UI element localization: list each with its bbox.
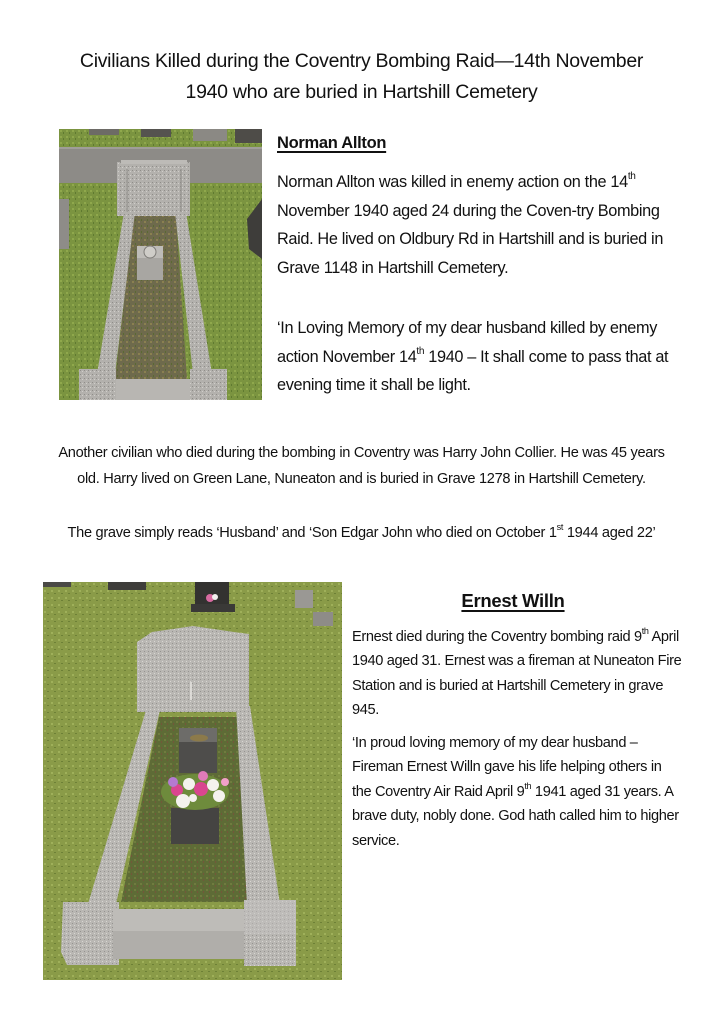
ernest-willn-biography <box>352 625 682 723</box>
ernest-willn-inscription <box>352 731 682 853</box>
grave-photo-image <box>59 129 262 400</box>
norman-allton-inscription <box>277 314 677 400</box>
text-segment: The grave simply reads ‘Husband’ and ‘Son Edgar John who died on October 1 <box>67 525 557 541</box>
harry-collier-inscription <box>55 520 668 546</box>
harry-collier-biography: Another civilian who died during the bombing in Coventry was Harry John Collier. He was 45 years old. Harry lived on Green Lane, Nuneaton and is buried in Grave 1278 in Hartshill Cemetery. <box>58 445 665 487</box>
ernest-willn-heading: Ernest Willn <box>461 590 565 611</box>
norman-allton-biography <box>277 168 677 282</box>
text-segment: ‘In proud loving memory of my dear husband – Fireman Ernest Willn gave his life helping others in the Coventry Air Raid April 9 <box>352 735 662 800</box>
text-segment: April 1940 aged 31. Ernest was a fireman at Nuneaton Fire Station and is buried at Hartshill Cemetery in grave 945. <box>352 629 682 719</box>
ordinal-suffix: th <box>524 780 532 791</box>
page-title-line-1: Civilians Killed during the Coventry Bombing Raid—14th November <box>79 50 644 72</box>
norman-allton-grave-photo <box>59 129 262 400</box>
ordinal-suffix: th <box>641 625 649 636</box>
page-title-line-2: 1940 who are buried in Hartshill Cemetery <box>185 81 538 103</box>
ordinal-suffix: st <box>556 521 564 532</box>
text-segment: 1944 aged 22’ <box>563 525 656 541</box>
page-title <box>40 46 683 108</box>
ordinal-suffix: th <box>627 171 636 183</box>
text-segment: November 1940 aged 24 during the Coven-try Bombing Raid. He lived on Oldbury Rd in Hartshill and is buried in Grave 1148 in Hartshill Cemetery. <box>277 201 664 277</box>
text-segment: Norman Allton was killed in enemy action on the 14 <box>277 173 628 191</box>
text-segment: 1941 aged 31 years. A brave duty, nobly done. God hath called him to higher service. <box>352 783 679 849</box>
norman-allton-heading: Norman Allton <box>277 134 387 152</box>
ordinal-suffix: th <box>416 345 425 357</box>
ernest-willn-grave-photo <box>43 582 342 980</box>
grave-photo-image <box>43 582 342 980</box>
text-segment: 1940 – It shall come to pass that at evening time it shall be light. <box>277 347 669 394</box>
text-segment: Ernest died during the Coventry bombing raid 9 <box>352 629 642 645</box>
text-segment: ‘In Loving Memory of my dear husband killed by enemy action November 14 <box>277 319 657 366</box>
